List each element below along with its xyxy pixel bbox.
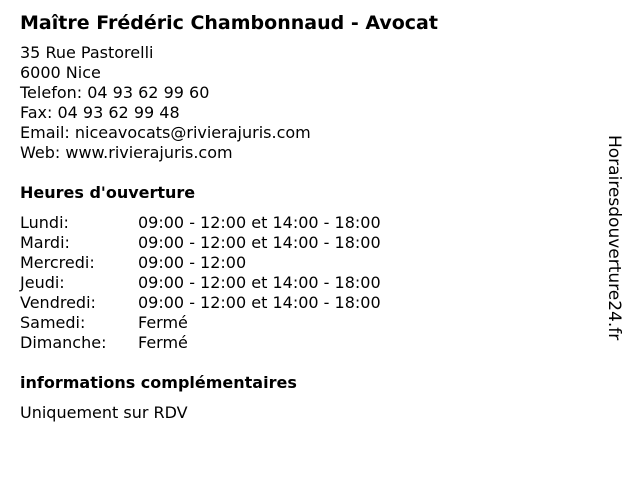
day-label: Jeudi: <box>20 273 65 292</box>
additional-info-text: Uniquement sur RDV <box>20 403 188 422</box>
website-address: Web: www.rivierajuris.com <box>20 143 233 162</box>
hours-row-thursday <box>20 273 600 293</box>
day-label: Dimanche: <box>20 333 107 352</box>
hours-row-saturday <box>20 313 600 333</box>
hours-row-wednesday <box>20 253 600 273</box>
opening-hours-heading: Heures d'ouverture <box>20 183 196 202</box>
business-card <box>20 10 600 423</box>
site-watermark: Horairesdouverture24.fr <box>604 135 624 341</box>
contact-block <box>20 43 600 163</box>
opening-hours-table <box>20 213 600 353</box>
hours-row-friday <box>20 293 600 313</box>
hours-value: 09:00 - 12:00 <box>138 253 247 272</box>
day-label: Mercredi: <box>20 253 95 272</box>
hours-row-monday <box>20 213 600 233</box>
hours-value: 09:00 - 12:00 et 14:00 - 18:00 <box>138 293 381 312</box>
day-label: Samedi: <box>20 313 86 332</box>
day-label: Lundi: <box>20 213 69 232</box>
hours-value: 09:00 - 12:00 et 14:00 - 18:00 <box>138 233 381 252</box>
address-city: 6000 Nice <box>20 63 101 82</box>
address-street: 35 Rue Pastorelli <box>20 43 154 62</box>
email-address: Email: niceavocats@rivierajuris.com <box>20 123 311 142</box>
phone-number: Telefon: 04 93 62 99 60 <box>20 83 210 102</box>
hours-value: Fermé <box>138 313 188 332</box>
hours-value: 09:00 - 12:00 et 14:00 - 18:00 <box>138 213 381 232</box>
hours-value: 09:00 - 12:00 et 14:00 - 18:00 <box>138 273 381 292</box>
business-title: Maître Frédéric Chambonnaud - Avocat <box>20 12 438 34</box>
additional-info-heading: informations complémentaires <box>20 373 297 392</box>
hours-row-tuesday <box>20 233 600 253</box>
hours-value: Fermé <box>138 333 188 352</box>
day-label: Mardi: <box>20 233 70 252</box>
day-label: Vendredi: <box>20 293 96 312</box>
hours-row-sunday <box>20 333 600 353</box>
fax-number: Fax: 04 93 62 99 48 <box>20 103 180 122</box>
